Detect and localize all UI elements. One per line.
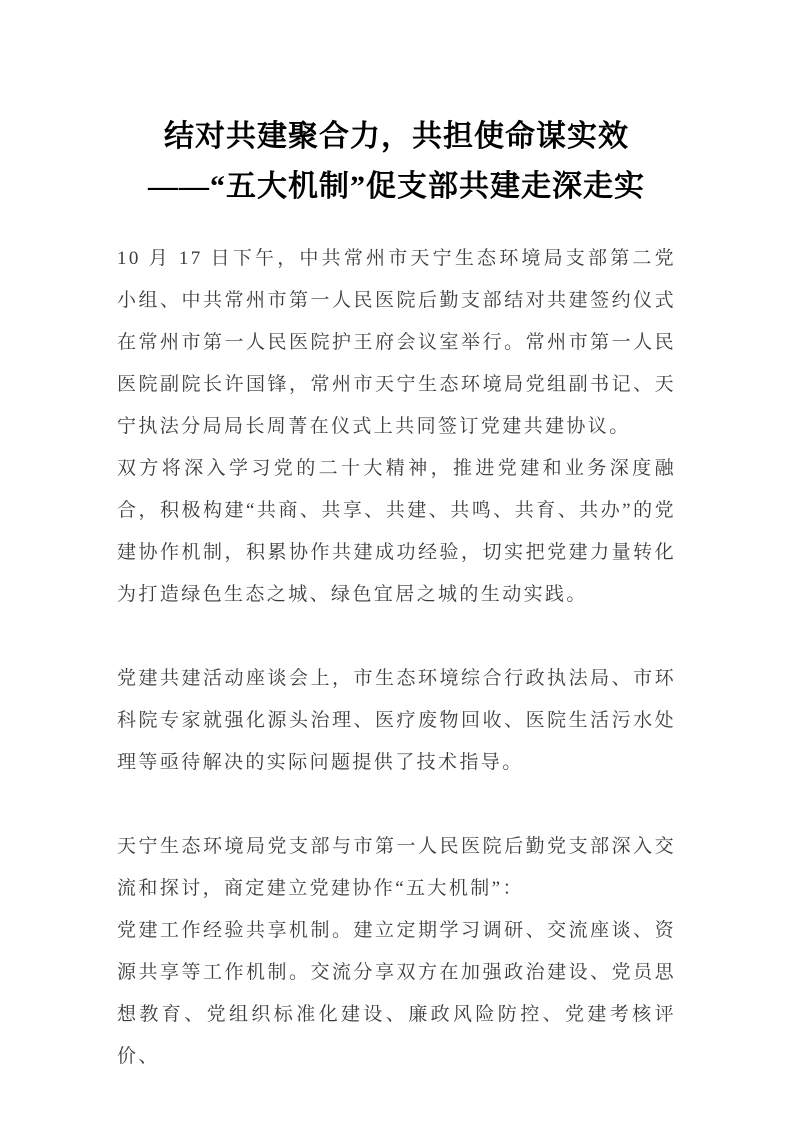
paragraph-experience-sharing-mechanism: 党建工作经验共享机制。建立定期学习调研、交流座谈、资源共享等工作机制。交流分享双方在加强政治建设、党员思想教育、党组织标准化建设、廉政风险防控、党建考核评价、 [117, 920, 676, 1067]
document-body [117, 238, 676, 1078]
paragraph-signing-ceremony: 10 月 17 日下午，中共常州市天宁生态环境局支部第二党小组、中共常州市第一人民医院后勤支部结对共建签约仪式在常州市第一人民医院护王府会议室举行。常州市第一人民医院副院长许国锋，常州市天宁生态环境局党组副书记、天宁执法分局局长周菁在仪式上共同签订党建共建协议。 [117, 248, 676, 437]
document-title: 结对共建聚合力，共担使命谋实效——“五大机制”促支部共建走深走实 [148, 120, 645, 203]
paragraph-cooperation-mechanism: 双方将深入学习党的二十大精神，推进党建和业务深度融合，积极构建“共商、共享、共建、共鸣、共育、共办”的党建协作机制，积累协作共建成功经验，切实把党建力量转化为打造绿色生态之城、绿色宜居之城的生动实践。 [117, 458, 676, 605]
paragraph-five-mechanisms-intro: 天宁生态环境局党支部与市第一人民医院后勤党支部深入交流和探讨，商定建立党建协作“五大机制”： [117, 836, 676, 899]
paragraph-technical-guidance: 党建共建活动座谈会上，市生态环境综合行政执法局、市环科院专家就强化源头治理、医疗废物回收、医院生活污水处理等亟待解决的实际问题提供了技术指导。 [117, 668, 676, 773]
